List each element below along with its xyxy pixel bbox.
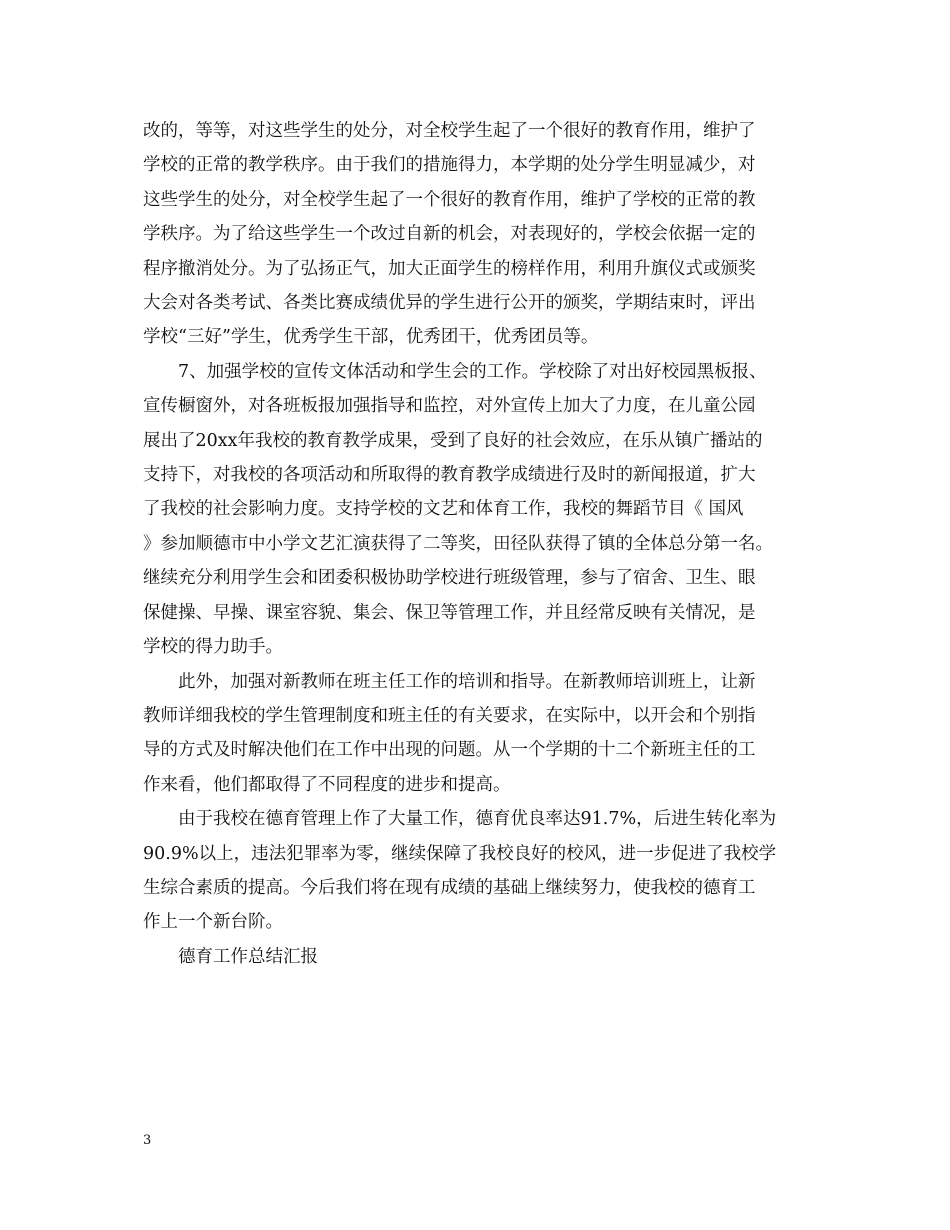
text-line: 》参加顺德市中小学文艺汇演获得了二等奖，田径队获得了镇的全体总分第一名。 [143, 533, 773, 554]
text-line: 导的方式及时解决他们在工作中出现的问题。从一个学期的十二个新班主任的工 [143, 740, 756, 761]
text-line: 保健操、早操、课室容貌、集会、保卫等管理工作，并且经常反映有关情况，是 [143, 602, 756, 623]
text-line: 作来看，他们都取得了不同程度的进步和提高。 [143, 774, 511, 795]
paragraph-start-line: 7、加强学校的宣传文体活动和学生会的工作。学校除了对出好校园黑板报、 [178, 361, 767, 382]
body-text [143, 114, 823, 974]
text-line: 学校“三好”学生，优秀学生干部，优秀团干，优秀团员等。 [143, 327, 599, 348]
text-line: 生综合素质的提高。今后我们将在现有成绩的基础上继续努力，使我校的德育工 [143, 877, 756, 898]
text-line: 程序撤消处分。为了弘扬正气，加大正面学生的榜样作用，利用升旗仪式或颁奖 [143, 258, 756, 279]
text-line: 学校的得力助手。 [143, 637, 283, 658]
text-line: 改的，等等，对这些学生的处分，对全校学生起了一个很好的教育作用，维护了 [143, 121, 756, 141]
page-number: 3 [143, 1133, 152, 1148]
text-line: 这些学生的处分，对全校学生起了一个很好的教育作用，维护了学校的正常的教 [143, 189, 756, 210]
text-line: 学校的正常的教学秩序。由于我们的措施得力，本学期的处分学生明显减少，对 [143, 155, 756, 176]
text-line: 学秩序。为了给这些学生一个改过自新的机会，对表现好的，学校会依据一定的 [143, 224, 756, 245]
text-line: 大会对各类考试、各类比赛成绩优异的学生进行公开的颁奖，学期结束时，评出 [143, 293, 756, 314]
section-heading: 德育工作总结汇报 [178, 946, 318, 967]
text-line: 展出了20xx年我校的教育教学成果，受到了良好的社会效应，在乐从镇广播站的 [143, 430, 763, 451]
text-line: 支持下，对我校的各项活动和所取得的教育教学成绩进行及时的新闻报道，扩大 [143, 465, 756, 486]
text-line: 教师详细我校的学生管理制度和班主任的有关要求，在实际中，以开会和个别指 [143, 705, 756, 726]
text-line: 作上一个新台阶。 [143, 912, 283, 933]
text-line: 继续充分利用学生会和团委积极协助学校进行班级管理，参与了宿舍、卫生、眼 [143, 568, 756, 589]
paragraph-start-line: 由于我校在德育管理上作了大量工作，德育优良率达91.7%，后进生转化率为 [178, 809, 777, 830]
paragraph-start-line: 此外，加强对新教师在班主任工作的培训和指导。在新教师培训班上，让新 [178, 671, 756, 692]
text-line: 宣传橱窗外，对各班板报加强指导和监控，对外宣传上加大了力度，在儿童公园 [143, 396, 756, 417]
text-line: 了我校的社会影响力度。支持学校的文艺和体育工作，我校的舞蹈节目《 国风 [143, 499, 744, 520]
text-line: 90.9%以上，违法犯罪率为零，继续保障了我校良好的校风，进一步促进了我校学 [143, 843, 777, 864]
